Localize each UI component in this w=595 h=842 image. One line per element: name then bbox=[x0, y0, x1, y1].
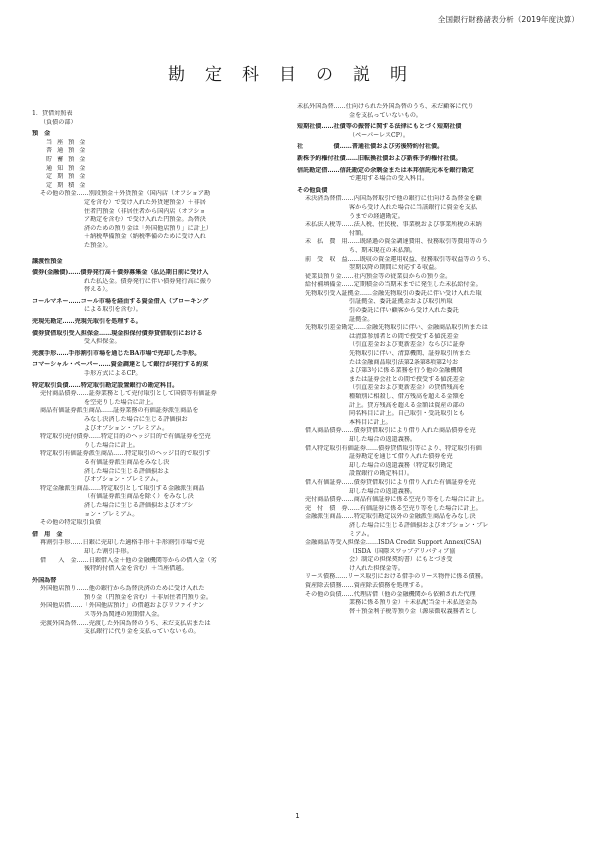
text-line: 短期社債……社債等の振替に関する法律にもとづく短期社債 bbox=[297, 123, 462, 131]
document-header: 全国銀行財務諸表分析（2019年度決算） bbox=[437, 15, 579, 24]
text-line: 外国為替 bbox=[32, 576, 57, 584]
text-line: 外国他店預り……他の銀行から為替決済のために受け入れた bbox=[40, 585, 205, 593]
text-line: 資産除去債務……資産除去債務を処理する。 bbox=[305, 582, 427, 590]
text-line: みなし決済した場合に生じる評価損お bbox=[84, 416, 188, 423]
text-line: 再割引手形……日銀に売却した適格手形＋手形割引市場で売 bbox=[40, 539, 205, 547]
text-line: または証券会社との間で授受する値洗差金 bbox=[349, 375, 465, 383]
text-line: 証券勘定を通じて借り入れた債券を売 bbox=[349, 453, 453, 461]
text-line: 付額。 bbox=[349, 229, 368, 237]
text-line: 金融商品等受入担保金……ISDA Credit Support Annex(CSA) bbox=[305, 539, 482, 547]
text-line: 会）制定の担保契約書）にもとづき受 bbox=[349, 556, 453, 564]
text-line: 債券貸借取引受入担保金……現金担保付債券貸借取引における bbox=[32, 329, 203, 337]
text-line: 定期積金 bbox=[46, 181, 91, 189]
text-line: その他の負債……代理店借（他の金融機関から依頼された代理 bbox=[305, 590, 476, 598]
text-line: 引証拠金、委託証拠金および取引所取 bbox=[349, 298, 453, 306]
text-line: 住者円預金（非居住者から国内店（オフショ bbox=[84, 207, 206, 215]
text-line: 売現先勘定……売現先取引を処理する。 bbox=[32, 318, 142, 326]
text-line: （負債の部） bbox=[40, 118, 77, 126]
text-line: は清算参加者との間で授受する値洗差金 bbox=[349, 332, 459, 340]
text-line: た預金）。 bbox=[84, 241, 112, 249]
text-line: ス等外為関連の短期借入金。 bbox=[84, 611, 164, 619]
text-line: 客から受け入れた場合に当該銀行に資金を支払 bbox=[349, 203, 477, 211]
text-line: （引直差金および更新差金）ならびに証券 bbox=[349, 341, 465, 349]
text-line: 定期預金 bbox=[46, 173, 91, 181]
text-line: たは金融商品取引法第2条第8項第2号お bbox=[349, 358, 459, 366]
text-line: れた払込金。債券発行に伴い債券発行高に振り bbox=[84, 277, 212, 285]
text-line: 替える）。 bbox=[84, 286, 112, 294]
text-line: 借 用 金 bbox=[32, 530, 63, 538]
right-column bbox=[297, 103, 565, 616]
text-line: ア勘定を含む）で受け入れた円預金。為替決 bbox=[84, 216, 206, 224]
text-line: コマーシャル・ペーパー……資金調達として銀行が発行する約束 bbox=[32, 361, 209, 369]
text-line: 債券(金融債)……債券発行高＋債券募集金（払込期日前に受け入 bbox=[32, 269, 209, 277]
text-line: びオプション・プレミアム。 bbox=[84, 476, 163, 484]
text-line: （有価証券派生商品を除く）をみなし決 bbox=[84, 493, 194, 501]
text-line: 外国他店借……「外国他店預け」の借越およびリファイナン bbox=[40, 602, 205, 610]
text-line: け入れた担保金等。 bbox=[349, 564, 404, 572]
text-line: 却した場合の返還義務。 bbox=[349, 487, 417, 495]
text-line: 新株予約権付社債……旧転換社債および新株予約権付社債。 bbox=[297, 154, 462, 162]
text-line: 借入特定取引有価証券……債券貸借取引等により、特定取引有価 bbox=[305, 444, 482, 452]
text-line: 通知預金 bbox=[46, 164, 91, 172]
text-line: 売渡外国為替……売渡した外国為替のうち、未だ支払店または bbox=[40, 619, 211, 627]
text-line: 後特約付借入金を含む）＋当座借越。 bbox=[84, 565, 188, 573]
text-line: 借 入 金……日銀借入金＋他の金融機関等からの借入金（劣 bbox=[40, 556, 217, 564]
page-title: 勘定科目の説明 bbox=[168, 65, 427, 85]
text-line: 普通預金 bbox=[46, 147, 91, 155]
text-line: による取引を含む）。 bbox=[84, 306, 142, 314]
text-line: 業務に係る預り金）＋未払配当金＋未払送金為 bbox=[349, 599, 477, 607]
text-line: 預り金（円預金を含む）＋非居住者円預り金。 bbox=[84, 593, 212, 601]
text-line bbox=[32, 251, 290, 255]
text-line: 済した場合に生じる評価損およびオプション・プレ bbox=[349, 521, 489, 529]
text-line: ョン・プレミアム。 bbox=[84, 510, 139, 518]
text-line: 売渡手形……手形割引市場を通じたBA市場で売却した手形。 bbox=[32, 349, 201, 357]
text-line: 特定取引負債……特定取引勘定設置銀行の勘定科目。 bbox=[32, 381, 179, 389]
text-line: 1．貸借対照表 bbox=[32, 110, 73, 117]
text-line: （ISDA（国際スワップデリバティブ協 bbox=[349, 547, 456, 555]
text-line: ミアム。 bbox=[349, 530, 374, 538]
text-line: よびオプション・プレミアム。 bbox=[84, 424, 169, 432]
text-line: その他の預金……別段預金＋外貨預金（国内店（オフショア勘 bbox=[40, 190, 211, 198]
text-line: 当座預金 bbox=[46, 138, 91, 146]
text-line: 支払銀行に代り金を支払っていないもの。 bbox=[84, 628, 200, 636]
text-line: （引直差金および更新差金）の貸借残高を bbox=[349, 384, 465, 392]
text-line: で運用する場合の受入科目。 bbox=[349, 175, 429, 183]
text-line: 前 受 収 益……既収の資金運用収益、役務取引等収益等のうち、 bbox=[305, 255, 494, 263]
text-line: 却した場合の返還義務。 bbox=[349, 435, 417, 443]
text-line: 却した割引手形。 bbox=[84, 547, 133, 555]
text-line: うまでの経過勘定。 bbox=[349, 212, 404, 220]
text-line: を空売りした場合に計上。 bbox=[84, 398, 158, 406]
text-line: 譲渡性預金 bbox=[32, 257, 63, 265]
text-line: 商品有価証券派生商品……証券業務の有価証券派生商品を bbox=[40, 407, 199, 415]
text-line: 計上。貸方残高を超える金額は資産の部の bbox=[349, 401, 465, 409]
text-line: 証拠金。 bbox=[349, 315, 374, 323]
text-line: 未 払 費 用……既経過の資金調達費用、役務取引等費用等のう bbox=[305, 238, 488, 246]
text-line: 借入商品債券……債券貸借取引により借り入れた商品債券を売 bbox=[305, 427, 476, 435]
text-line: 特定取引有価証券派生商品……特定取引のヘッジ目的で取引す bbox=[40, 450, 211, 458]
text-line: 済した場合に生じる評価損およ bbox=[84, 467, 170, 475]
text-line: 先物取引差金勘定……金融先物取引に伴い、金融商品取引所または bbox=[305, 324, 488, 332]
text-line: 却した場合の返還義務（特定取引勘定 bbox=[349, 461, 453, 469]
text-line: 済した場合に生じる評価損およびオプシ bbox=[84, 501, 194, 509]
text-line: 信託勘定借……信託勘定の余剰金または本邦信託元本を銀行勘定 bbox=[297, 166, 474, 174]
text-line: 未払法人税等……法人税、住民税、事業税および事業所税の未納 bbox=[305, 221, 482, 229]
text-line: 設置銀行の勘定科目）。 bbox=[349, 470, 413, 478]
text-line: リース債務……リース取引における借手のリース物件に係る債務。 bbox=[305, 573, 487, 581]
text-line: 替＋預金利子税等預り金（源泉徴収義務者とし bbox=[349, 607, 477, 615]
text-line: ＋納税準備預金（納税準備のために受け入れ bbox=[84, 233, 206, 241]
text-line: よび第3号に係る業務を行う他の金融機関 bbox=[349, 367, 463, 375]
text-line: 未決済為替借……内国為替取引で他の銀行に仕向ける為替金を顧 bbox=[305, 195, 482, 203]
text-line: 先物取引受入証拠金……金融先物取引の委託に伴い受け入れた取 bbox=[305, 289, 482, 297]
text-line: 同名科目に計上。自己取引・受託取引とも bbox=[349, 410, 465, 418]
text-line: 貯蓄預金 bbox=[46, 155, 91, 163]
text-line: 売付商品債券……証券業務として売付取引として国債等有価証券 bbox=[40, 390, 217, 398]
text-line: 売付商品債券……商品有価証券に係る空売り等をした場合に計上。 bbox=[305, 496, 488, 504]
text-line: 預 金 bbox=[32, 130, 51, 138]
text-line: 引の委託に伴い顧客から受け入れた委託 bbox=[349, 307, 459, 315]
left-column bbox=[32, 110, 290, 637]
text-line: コールマネー……コール市場を経由する資金借入（ブローキング bbox=[32, 297, 209, 305]
text-line: （ペーパーレスCP）。 bbox=[349, 131, 409, 139]
text-line: 社 債……普通社債および劣後特約付社債。 bbox=[297, 143, 444, 151]
text-line: 手形方式によるCP。 bbox=[84, 370, 142, 378]
text-line: 受入担保金。 bbox=[84, 338, 121, 346]
text-line: 済のための預り金は「外国他店預り」に計上） bbox=[84, 224, 212, 232]
text-line: ち、期末現在の未払額。 bbox=[349, 246, 417, 254]
text-line: 借入有価証券……債券貸借取引により借り入れた有価証券を売 bbox=[305, 478, 476, 486]
text-line: 金融派生商品……特定取引勘定以外の金融派生商品をみなし決 bbox=[305, 513, 476, 521]
text-line: 先物取引に伴い、清算機関、証券取引所また bbox=[349, 350, 471, 358]
text-line: その他負債 bbox=[297, 186, 328, 194]
page-number: 1 bbox=[295, 812, 300, 820]
text-line: 従業員預り金……社内預金等の従業員からの預り金。 bbox=[305, 272, 452, 280]
text-line: る有価証券派生商品をみなし決 bbox=[84, 458, 170, 466]
text-line: 本科目に計上。 bbox=[349, 418, 392, 426]
text-line: りした場合に計上。 bbox=[84, 441, 139, 449]
text-line: 翌期以降の期間に対応する収益。 bbox=[349, 264, 441, 272]
text-line: 金を支払っていないもの。 bbox=[349, 111, 422, 119]
text-line: その他の特定取引負債 bbox=[40, 519, 101, 527]
text-line: 給付補填備金……定期積金の当期末までに発生した未払給付金。 bbox=[305, 281, 482, 289]
text-line: 売 付 債 券……有価証券に係る空売り等をした場合に計上。 bbox=[305, 504, 482, 512]
text-line: 定を含む）で受け入れた外貨建預金）＋非居 bbox=[84, 198, 206, 206]
text-line: 種類別に相殺し、借方残高を超える金額を bbox=[349, 393, 465, 400]
text-line: 特定取引売付債券……特定目的のヘッジ目的で有価証券を空売 bbox=[40, 433, 211, 441]
text-line: 未払外国為替……仕向けられた外国為替のうち、未だ顧客に代り bbox=[297, 103, 474, 110]
text-line: 特定金融派生商品……特定取引として取引する金融派生商品 bbox=[40, 484, 205, 492]
